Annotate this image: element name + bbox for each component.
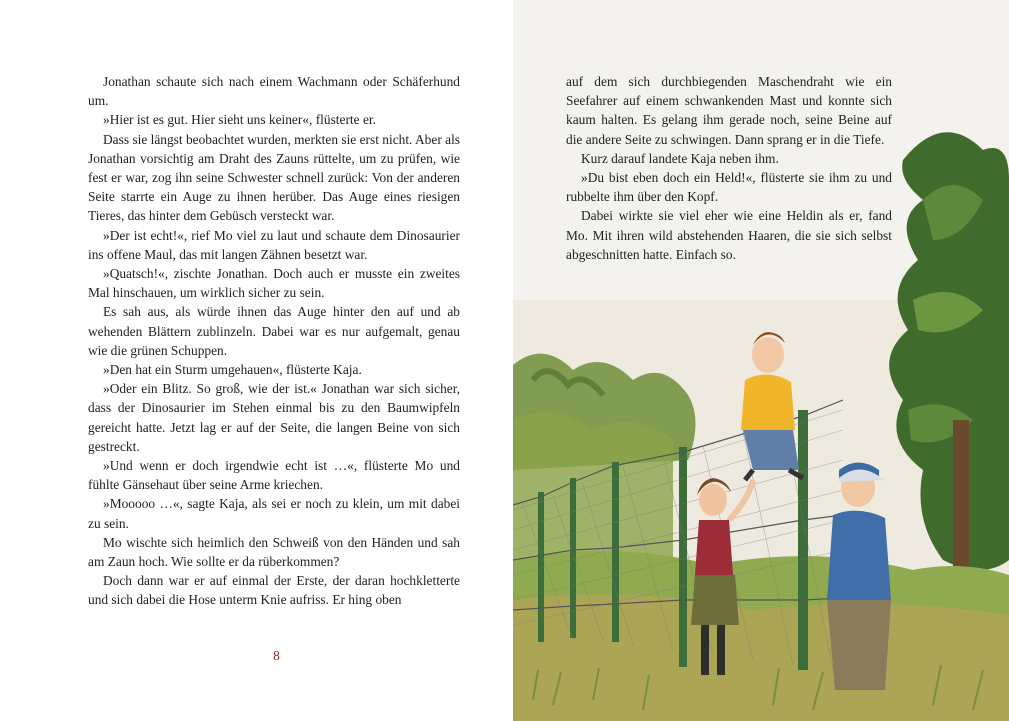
paragraph: »Hier ist es gut. Hier sieht uns keiner«, flüsterte er. (103, 112, 376, 128)
right-page (513, 0, 1009, 721)
paragraph: »Du bist eben doch ein Held!«, flüsterte sie ihm zu und rubbelte ihm über den Kopf. (566, 170, 892, 205)
paragraph: Dass sie längst beobachtet wurden, merkten sie erst nicht. Aber als Jonathan vorsichtig am Draht des Zauns rüttelte, um zu prüfen, wie fest er war, zog ihn seine Schwester schnell zurück: Von der anderen Seite starrte ein Auge zu ihnen herüber. Das Auge eines riesigen Tieres, das hinter dem Gebüsch versteckt war. (88, 131, 460, 224)
right-text-column (566, 72, 892, 264)
paragraph: auf dem sich durchbiegenden Maschendraht wie ein Seefahrer auf einem schwankenden Mast und konnte sich kaum halten. Es gelang ihm gerade noch, seine Beine auf die andere Seite zu schwingen. Dann sprang er in die Tiefe. (566, 74, 892, 147)
paragraph: »Der ist echt!«, rief Mo viel zu laut und schaute dem Dinosaurier ins offene Maul, das mit langen Zähnen besetzt war. (88, 227, 460, 262)
paragraph: Jonathan schaute sich nach einem Wachmann oder Schäferhund um. (88, 74, 460, 109)
paragraph: Kurz darauf landete Kaja neben ihm. (581, 150, 779, 166)
paragraph: »Mooooo …«, sagte Kaja, als sei er noch zu klein, um mit dabei zu sein. (88, 496, 460, 531)
paragraph: »Den hat ein Sturm umgehauen«, flüsterte Kaja. (103, 362, 362, 378)
paragraph: Es sah aus, als würde ihnen das Auge hinter den auf und ab wehenden Blättern zublinzeln. Dabei war es nur aufgemalt, genau wie die grünen Schuppen. (88, 304, 460, 358)
paragraph: »Und wenn er doch irgendwie echt ist …«, flüsterte Mo und fühlte Gänsehaut über seine Arme kriechen. (88, 458, 460, 493)
paragraph: Dabei wirkte sie viel eher wie eine Heldin als er, fand Mo. Mit ihren wild abstehenden Haaren, die sie sich selbst abgeschnitten hatte. Einfach so. (566, 208, 892, 262)
paragraph: »Quatsch!«, zischte Jonathan. Doch auch er musste ein zweites Mal hinschauen, um wirklich sicher zu sein. (88, 266, 460, 301)
paragraph: Doch dann war er auf einmal der Erste, der daran hochkletterte und sich dabei die Hose unterm Knie aufriss. Er hing oben (88, 573, 460, 608)
paragraph: Mo wischte sich heimlich den Schweiß von den Händen und sah am Zaun hoch. Wie sollte er da rüberkommen? (88, 534, 460, 570)
paragraph: »Oder ein Blitz. So groß, wie der ist.« Jonathan war sich sicher, dass der Dinosaurier im Stehen einmal bis zu den Baumwipfeln gereicht hatte. Jetzt lag er auf der Seite, die langen Beine von sich gestreckt. (88, 381, 460, 454)
page-number: 8 (273, 648, 280, 663)
left-text-column (88, 72, 460, 610)
